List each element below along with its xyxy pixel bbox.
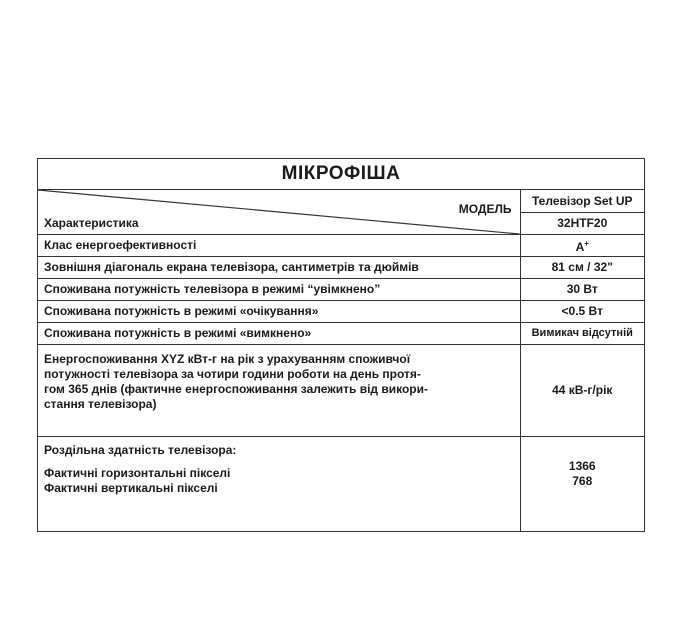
header-product-cell: [520, 190, 644, 235]
resolution-values: [520, 437, 644, 532]
horizontal-pixels-label: Фактичні горизонтальні пікселі: [44, 466, 231, 480]
resolution-description: [38, 437, 520, 532]
model-label: МОДЕЛЬ: [458, 202, 512, 216]
row-value: Вимикач відсутній: [520, 323, 644, 345]
energy-row: [38, 345, 644, 437]
row-label: Зовнішня діагональ екрана телевізора, сантиметрів та дюймів: [38, 257, 520, 279]
energy-description: [38, 345, 520, 437]
microfiche-sheet: [37, 158, 645, 532]
resolution-title: Роздільна здатність телевізора:: [44, 443, 237, 457]
energy-line: Енергоспоживання XYZ кВт-г на рік з урахуванням споживчої: [44, 352, 411, 366]
header-row: [38, 190, 644, 235]
row-label: Споживана потужність в режимі «очікування»: [38, 301, 520, 323]
table-row: [38, 323, 644, 345]
row-value: [520, 235, 644, 257]
table-row: [38, 301, 644, 323]
table-row: [38, 257, 644, 279]
row-value: <0.5 Вт: [520, 301, 644, 323]
table-row: [38, 279, 644, 301]
product-name: Телевізор Set UP: [521, 190, 645, 213]
energy-value: 44 кВ-г/рік: [520, 345, 644, 437]
table-row: [38, 235, 644, 257]
energy-line: стання телевізора): [44, 397, 157, 411]
vertical-pixels-value: 768: [572, 474, 593, 488]
row-value: 81 см / 32": [520, 257, 644, 279]
characteristic-label: Характеристика: [44, 216, 139, 230]
row-label: Споживана потужність телевізора в режимі “увімкнено”: [38, 279, 520, 301]
horizontal-pixels-value: 1366: [568, 459, 596, 473]
header-diagonal-cell: [38, 190, 520, 235]
energy-line: гом 365 днів (фактичне енергоспоживання залежить від викори-: [44, 382, 429, 396]
energy-class-sup: +: [584, 239, 589, 248]
model-code: 32HTF20: [557, 216, 608, 230]
spec-table: [38, 190, 644, 531]
vertical-pixels-label: Фактичні вертикальні пікселі: [44, 481, 218, 495]
sheet-title: МІКРОФІША: [38, 159, 644, 190]
energy-line: потужності телевізора за чотири години роботи на день протя-: [44, 367, 421, 381]
row-label: Споживана потужність в режимі «вимкнено»: [38, 323, 520, 345]
row-label: Клас енергоефективності: [38, 235, 520, 257]
energy-class-value: A: [575, 240, 585, 254]
row-value: 30 Вт: [520, 279, 644, 301]
resolution-row: [38, 437, 644, 532]
